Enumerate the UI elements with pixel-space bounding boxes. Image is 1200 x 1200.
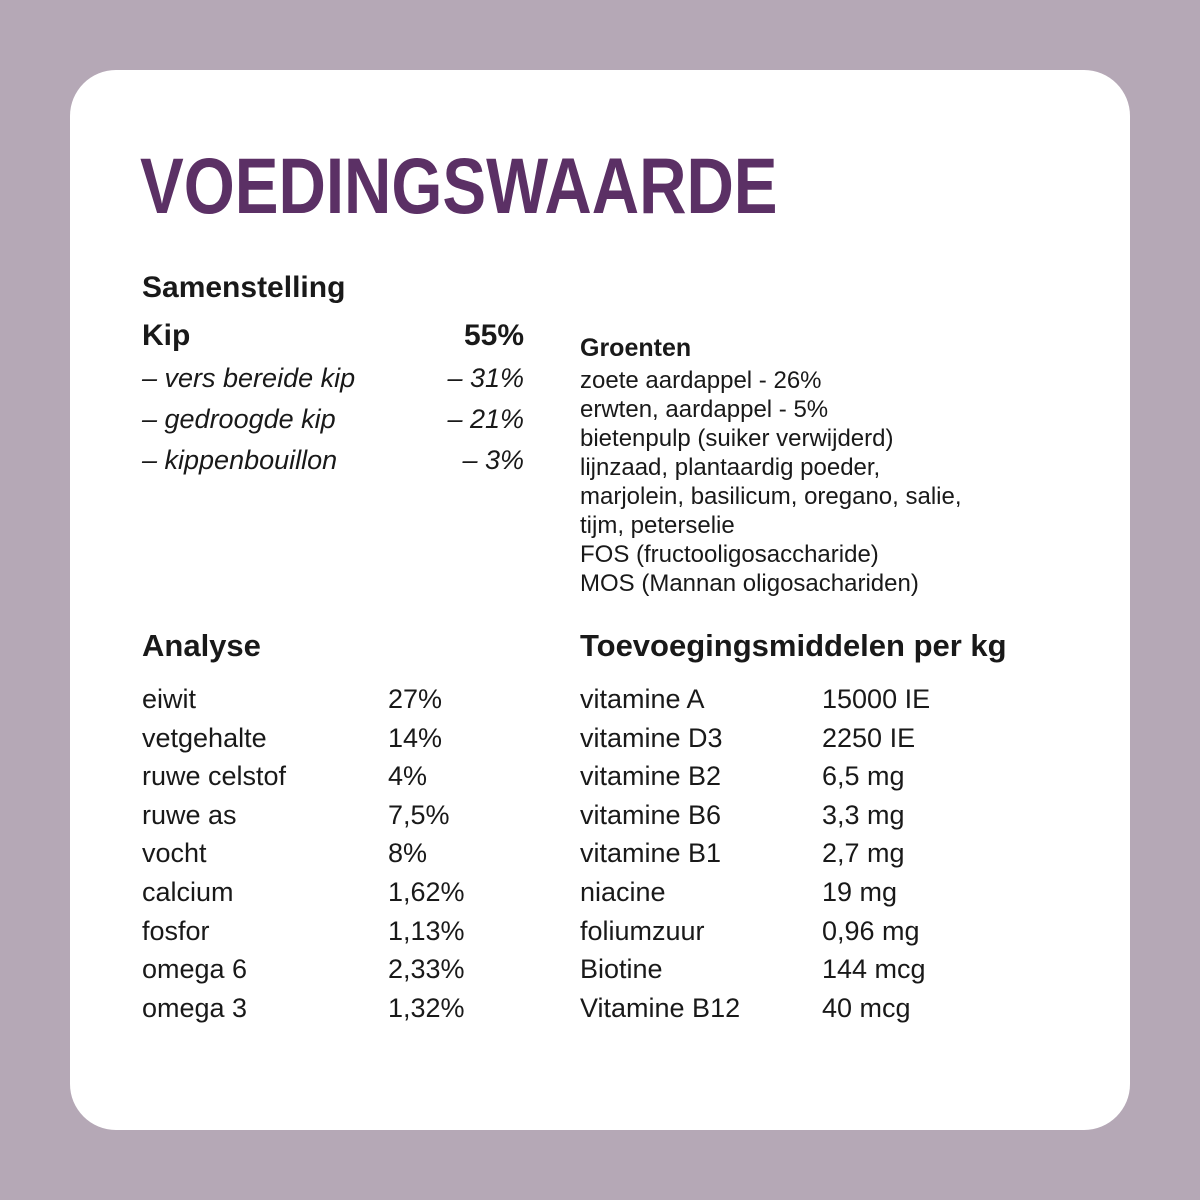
analysis-row xyxy=(142,719,582,758)
additive-value: 19 mg xyxy=(822,876,898,907)
additives-row xyxy=(580,680,1080,719)
composition-sub-label: – gedroogde kip xyxy=(142,404,336,434)
analysis-label: vetgehalte xyxy=(142,722,267,753)
composition-sub-value: – 31% xyxy=(447,363,524,393)
additive-value: 0,96 mg xyxy=(822,915,920,946)
analysis-value: 1,13% xyxy=(388,915,465,946)
composition-sub-label: – kippenbouillon xyxy=(142,445,338,475)
analysis-value: 1,62% xyxy=(388,876,465,907)
vegetables-section xyxy=(580,332,1070,598)
composition-section xyxy=(142,270,524,481)
analysis-row xyxy=(142,912,582,951)
additive-value: 15000 IE xyxy=(822,684,931,714)
additive-label: vitamine B6 xyxy=(580,799,722,830)
additives-heading: Toevoegingsmiddelen per kg xyxy=(580,628,1007,663)
analysis-row xyxy=(142,796,582,835)
vegetables-line: MOS (Mannan oligosachariden) xyxy=(580,570,919,597)
page-title: VOEDINGSWAARDE xyxy=(140,141,778,230)
analysis-value: 2,33% xyxy=(388,954,465,985)
additive-label: Biotine xyxy=(580,954,663,985)
vegetables-line: bietenpulp (suiker verwijderd) xyxy=(580,425,894,452)
analysis-row xyxy=(142,873,582,912)
additives-row xyxy=(580,950,1080,989)
composition-sub-label: – vers bereide kip xyxy=(142,363,356,393)
vegetables-line: tijm, peterselie xyxy=(580,512,735,539)
analysis-label: ruwe as xyxy=(142,799,237,830)
additives-row xyxy=(580,912,1080,951)
additives-row xyxy=(580,719,1080,758)
nutrition-label-card xyxy=(70,70,1130,1130)
analysis-value: 14% xyxy=(388,722,443,753)
additives-row xyxy=(580,834,1080,873)
additives-section xyxy=(580,628,1080,1027)
composition-main-label: Kip xyxy=(142,319,191,352)
composition-sub-value: – 21% xyxy=(447,404,524,434)
additive-label: vitamine D3 xyxy=(580,722,723,753)
analysis-value: 1,32% xyxy=(388,992,465,1023)
additive-value: 6,5 mg xyxy=(822,761,905,792)
analysis-label: vocht xyxy=(142,838,207,869)
analysis-heading: Analyse xyxy=(142,628,261,663)
additive-label: vitamine B1 xyxy=(580,838,722,869)
additive-value: 3,3 mg xyxy=(822,799,905,830)
composition-main-value: 55% xyxy=(463,319,524,352)
vegetables-line: lijnzaad, plantaardig poeder, xyxy=(580,454,881,481)
additive-value: 2250 IE xyxy=(822,722,916,753)
analysis-section xyxy=(142,628,582,1027)
composition-sub-row xyxy=(142,399,524,440)
additive-label: foliumzuur xyxy=(580,915,705,946)
vegetables-line: erwten, aardappel - 5% xyxy=(580,396,829,423)
analysis-value: 27% xyxy=(388,684,443,714)
analysis-row xyxy=(142,989,582,1028)
composition-sub-row xyxy=(142,358,524,399)
additives-row xyxy=(580,796,1080,835)
vegetables-line: marjolein, basilicum, oregano, salie, xyxy=(580,483,962,510)
vegetables-heading: Groenten xyxy=(580,334,692,362)
additives-row xyxy=(580,873,1080,912)
analysis-row xyxy=(142,757,582,796)
analysis-row xyxy=(142,680,582,719)
additives-row xyxy=(580,757,1080,796)
analysis-label: fosfor xyxy=(142,915,210,946)
vegetables-line: zoete aardappel - 26% xyxy=(580,367,822,394)
vegetables-line: FOS (fructooligosaccharide) xyxy=(580,541,879,568)
analysis-value: 4% xyxy=(388,761,428,792)
analysis-label: eiwit xyxy=(142,684,197,714)
additives-row xyxy=(580,989,1080,1028)
analysis-row xyxy=(142,950,582,989)
additive-value: 2,7 mg xyxy=(822,838,905,869)
analysis-value: 7,5% xyxy=(388,799,450,830)
composition-sub-value: – 3% xyxy=(462,445,524,475)
additive-label: vitamine A xyxy=(580,684,705,714)
composition-main-row xyxy=(142,314,524,358)
analysis-value: 8% xyxy=(388,838,428,869)
additive-label: Vitamine B12 xyxy=(580,992,741,1023)
analysis-label: omega 6 xyxy=(142,954,248,985)
composition-sub-row xyxy=(142,440,524,481)
additive-label: vitamine B2 xyxy=(580,761,722,792)
additive-label: niacine xyxy=(580,876,666,907)
analysis-row xyxy=(142,834,582,873)
composition-heading: Samenstelling xyxy=(142,271,346,304)
additive-value: 144 mcg xyxy=(822,954,926,985)
additive-value: 40 mcg xyxy=(822,992,911,1023)
analysis-label: calcium xyxy=(142,876,234,907)
analysis-label: ruwe celstof xyxy=(142,761,287,792)
analysis-label: omega 3 xyxy=(142,992,248,1023)
